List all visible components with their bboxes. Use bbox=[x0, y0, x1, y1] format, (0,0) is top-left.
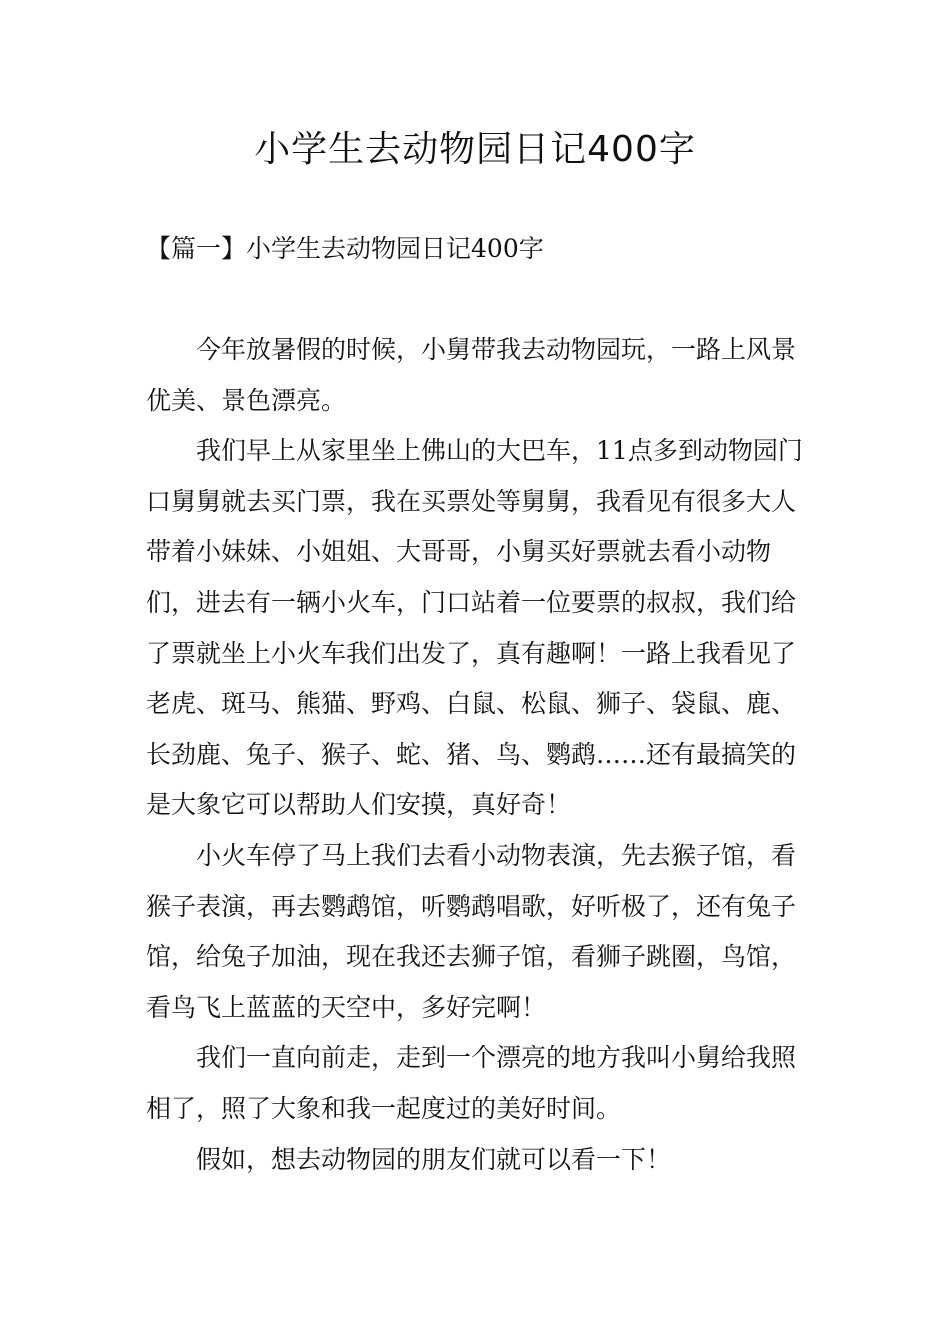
section-heading: 【篇一】小学生去动物园日记400字 bbox=[146, 234, 544, 263]
paragraph: 小火车停了马上我们去看小动物表演，先去猴子馆，看猴子表演，再去鹦鹉馆，听鹦鹉唱歌，好听极了，还有兔子馆，给兔子加油，现在我还去狮子馆，看狮子跳圈，鸟馆，看鸟飞上蓝蓝的天空中，多好完啊！ bbox=[146, 840, 797, 1022]
page-title: 小学生去动物园日记400字 bbox=[254, 129, 696, 170]
article-body bbox=[146, 325, 806, 1185]
paragraph: 今年放暑假的时候，小舅带我去动物园玩，一路上风景优美、景色漂亮。 bbox=[146, 335, 797, 415]
paragraph: 我们一直向前走，走到一个漂亮的地方我叫小舅给我照相了，照了大象和我一起度过的美好时间。 bbox=[146, 1043, 797, 1123]
paragraph: 我们早上从家里坐上佛山的大巴车，11点多到动物园门口舅舅就去买门票，我在买票处等舅舅，我看见有很多大人带着小妹妹、小姐姐、大哥哥，小舅买好票就去看小动物们，进去有一辆小火车，门口站着一位要票的叔叔，我们给了票就坐上小火车我们出发了，真有趣啊！一路上我看见了老虎、斑马、熊猫、野鸡、白鼠、松鼠、狮子、袋鼠、鹿、长劲鹿、兔子、猴子、蛇、猪、鸟、鹦鹉……还有最搞笑的是大象它可以帮助人们安摸，真好奇！ bbox=[146, 436, 803, 820]
paragraph: 假如，想去动物园的朋友们就可以看一下！ bbox=[196, 1144, 672, 1174]
